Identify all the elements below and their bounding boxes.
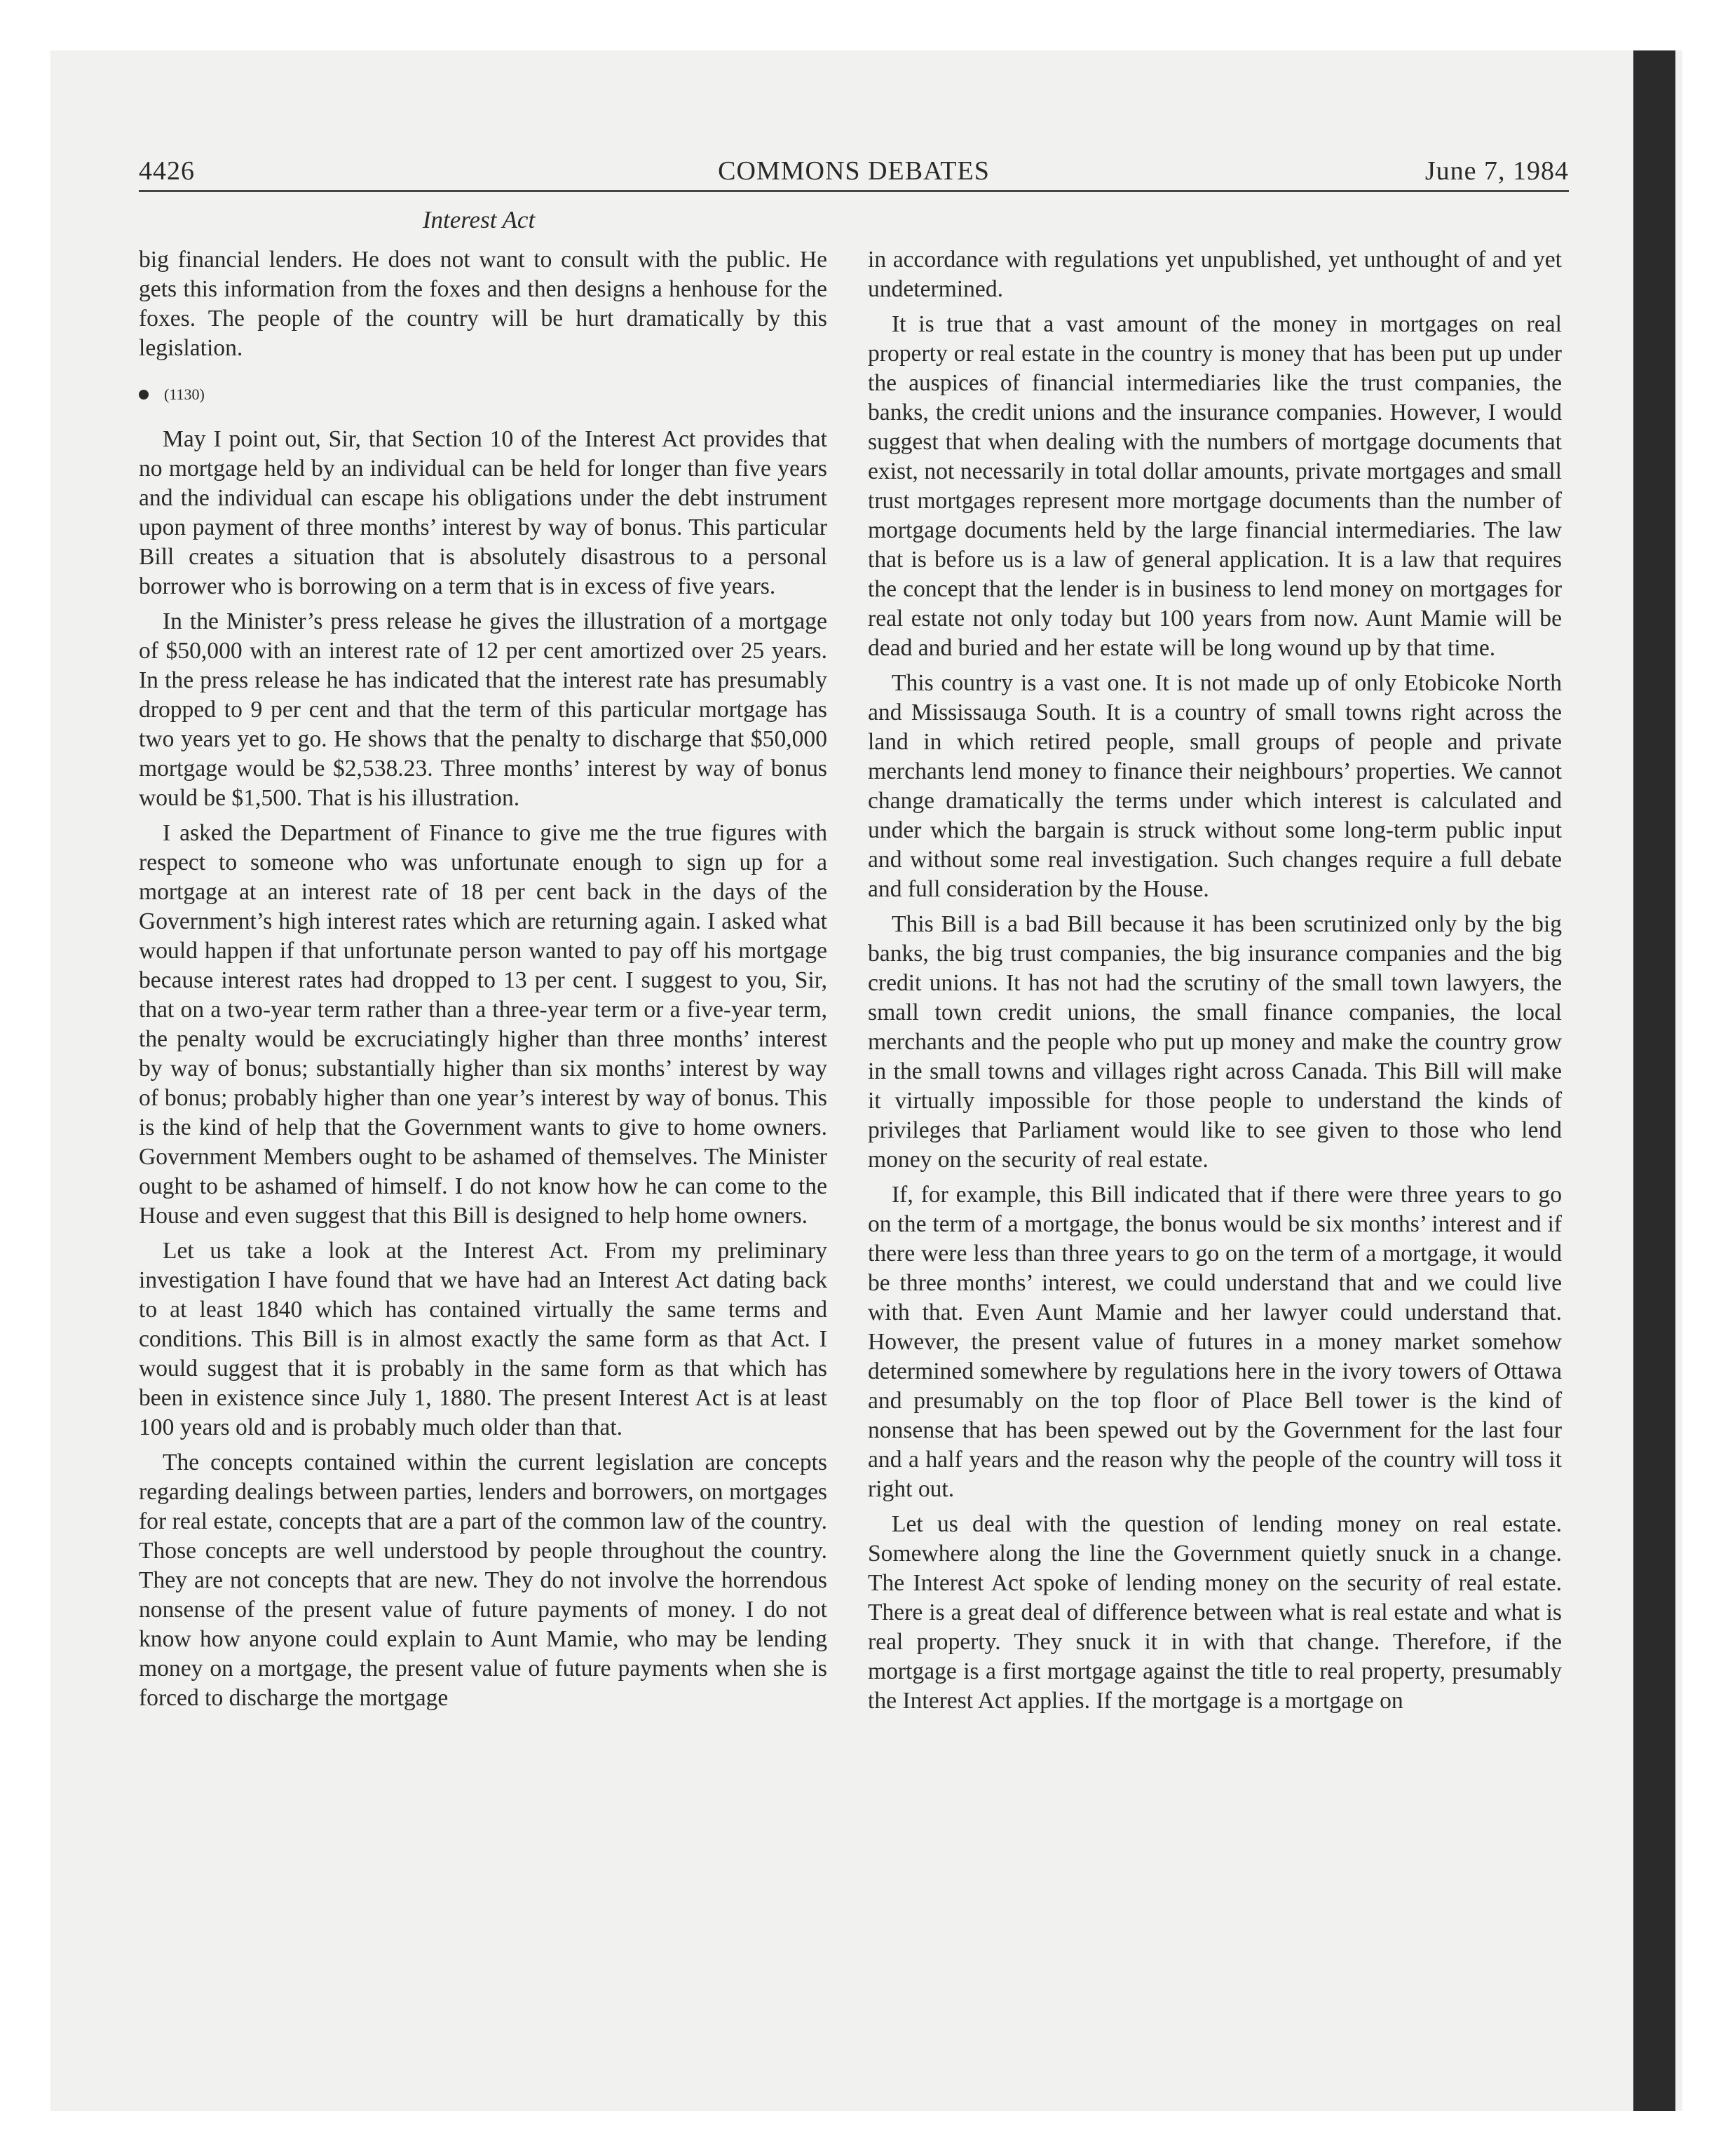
paragraph: Let us deal with the question of lending money on real estate. Somewhere along the line the Government quietly snuck in a change. The Interest Act spoke of lending money on the security of real estate. There is a great deal of difference between what is real estate and what is real property. They snuck it in with that change. Therefore, if the mortgage is a first mortgage against the title to real property, presumably the Interest Act applies. If the mortgage is a mortgage on — [868, 1511, 1562, 1714]
paragraph: Let us take a look at the Interest Act. From my preliminary investigation I have found that we have had an Interest Act dating back to at least 1840 which has contained virtually the same terms and conditions. This Bill is in almost exactly the same form as that Act. I would suggest that it is probably in the same form as that which has been in existence since July 1, 1880. The present Interest Act is at least 100 years old and is probably much older than that. — [139, 1238, 827, 1440]
page-number: 4426 — [139, 156, 195, 186]
publication-date: June 7, 1984 — [1424, 156, 1569, 186]
paragraph: in accordance with regulations yet unpublished, yet unthought of and yet undetermined. — [868, 247, 1562, 302]
header-rule — [139, 190, 1569, 192]
journal-title: COMMONS DEBATES — [718, 156, 990, 186]
document-page — [139, 156, 1569, 1978]
scan-edge-shadow — [1633, 50, 1675, 2111]
paragraph: If, for example, this Bill indicated that if there were three years to go on the term of a mortgage, the bonus would be six months’ interest and if there were less than three years to go on the term of a mortgage, it would be three months’ interest, we could understand that and we could live with that. Even Aunt Mamie and her lawyer could understand that. However, the present value of futures in a money market somehow determined somewhere by regulations here in the ivory towers of Ottawa and presumably on the top floor of Place Bell tower is the kind of nonsense that has been spewed out by the Government for the last four and a half years and the reason why the people of the country will toss it right out. — [868, 1182, 1562, 1502]
left-column — [139, 245, 827, 1719]
time-marker-label: (1130) — [164, 386, 205, 403]
running-header — [139, 156, 1569, 191]
paragraph: This country is a vast one. It is not made up of only Etobicoke North and Mississauga South. It is a country of small towns right across the land in which retired people, small groups of people and private merchants lend money to finance their neighbours’ properties. We cannot change dramatically the terms under which interest is calculated and under which the bargain is struck without some long-term public input and without some real investigation. Such changes require a full debate and full consideration by the House. — [868, 670, 1562, 902]
paragraph: May I point out, Sir, that Section 10 of the Interest Act provides that no mortgage held by an individual can be held for longer than five years and the individual can escape his obligations under the debt instrument upon payment of three months’ interest by way of bonus. This particular Bill creates a situation that is absolutely disastrous to a personal borrower who is borrowing on a term that is in excess of five years. — [139, 426, 827, 599]
paragraph: big financial lenders. He does not want to consult with the public. He gets this information from the foxes and then designs a henhouse for the foxes. The people of the country will be hurt dramatically by this legislation. — [139, 247, 827, 361]
paragraph: In the Minister’s press release he gives the illustration of a mortgage of $50,000 with an interest rate of 12 per cent amortized over 25 years. In the press release he has indicated that the interest rate has presumably dropped to 9 per cent and that the term of this particular mortgage has two years yet to go. He shows that the penalty to discharge that $50,000 mortgage would be $2,538.23. Three months’ interest by way of bonus would be $1,500. That is his illustration. — [139, 608, 827, 811]
time-marker — [139, 380, 827, 409]
paragraph: The concepts contained within the current legislation are concepts regarding dealings between parties, lenders and borrowers, on mortgages for real estate, concepts that are a part of the common law of the country. Those concepts are well understood by people throughout the country. They are not concepts that are new. They do not involve the horrendous nonsense of the present value of future payments of money. I do not know how anyone could explain to Aunt Mamie, who may be lending money on a mortgage, the present value of future payments when she is forced to discharge the mortgage — [139, 1449, 827, 1711]
paragraph: It is true that a vast amount of the money in mortgages on real property or real estate in the country is money that has been put up under the auspices of financial intermediaries like the trust companies, the banks, the credit unions and the insurance companies. However, I would suggest that when dealing with the numbers of mortgage documents that exist, not necessarily in total dollar amounts, private mortgages and small trust mortgages represent more mortgage documents than the number of mortgage documents held by the large financial intermediaries. The law that is before us is a law of general application. It is a law that requires the concept that the lender is in business to lend money on mortgages for real estate not only today but 100 years from now. Aunt Mamie will be dead and buried and her estate will be long wound up by that time. — [868, 311, 1562, 661]
section-title: Interest Act — [422, 206, 536, 233]
bullet-icon — [139, 390, 149, 400]
right-column — [868, 245, 1562, 1721]
paragraph: This Bill is a bad Bill because it has been scrutinized only by the big banks, the big trust companies, the big insurance companies and the big credit unions. It has not had the scrutiny of the small town lawyers, the small town credit unions, the small finance companies, the local merchants and the people who put up money and make the country grow in the small towns and villages right across Canada. This Bill will make it virtually impossible for those people to understand the kinds of privileges that Parliament would like to see given to those who lend money on the security of real estate. — [868, 911, 1562, 1173]
paragraph: I asked the Department of Finance to give me the true figures with respect to someone who was unfortunate enough to sign up for a mortgage at an interest rate of 18 per cent back in the days of the Government’s high interest rates which are returning again. I asked what would happen if that unfortunate person wanted to pay off his mortgage because interest rates had dropped to 13 per cent. I suggest to you, Sir, that on a two-year term rather than a three-year term or a five-year term, the penalty would be excruciatingly higher than three months’ interest by way of bonus; substantially higher than six months’ interest by way of bonus; probably higher than one year’s interest by way of bonus. This is the kind of help that the Government wants to give to home owners. Government Members ought to be ashamed of themselves. The Minister ought to be ashamed of himself. I do not know how he can come to the House and even suggest that this Bill is designed to help home owners. — [139, 820, 827, 1229]
